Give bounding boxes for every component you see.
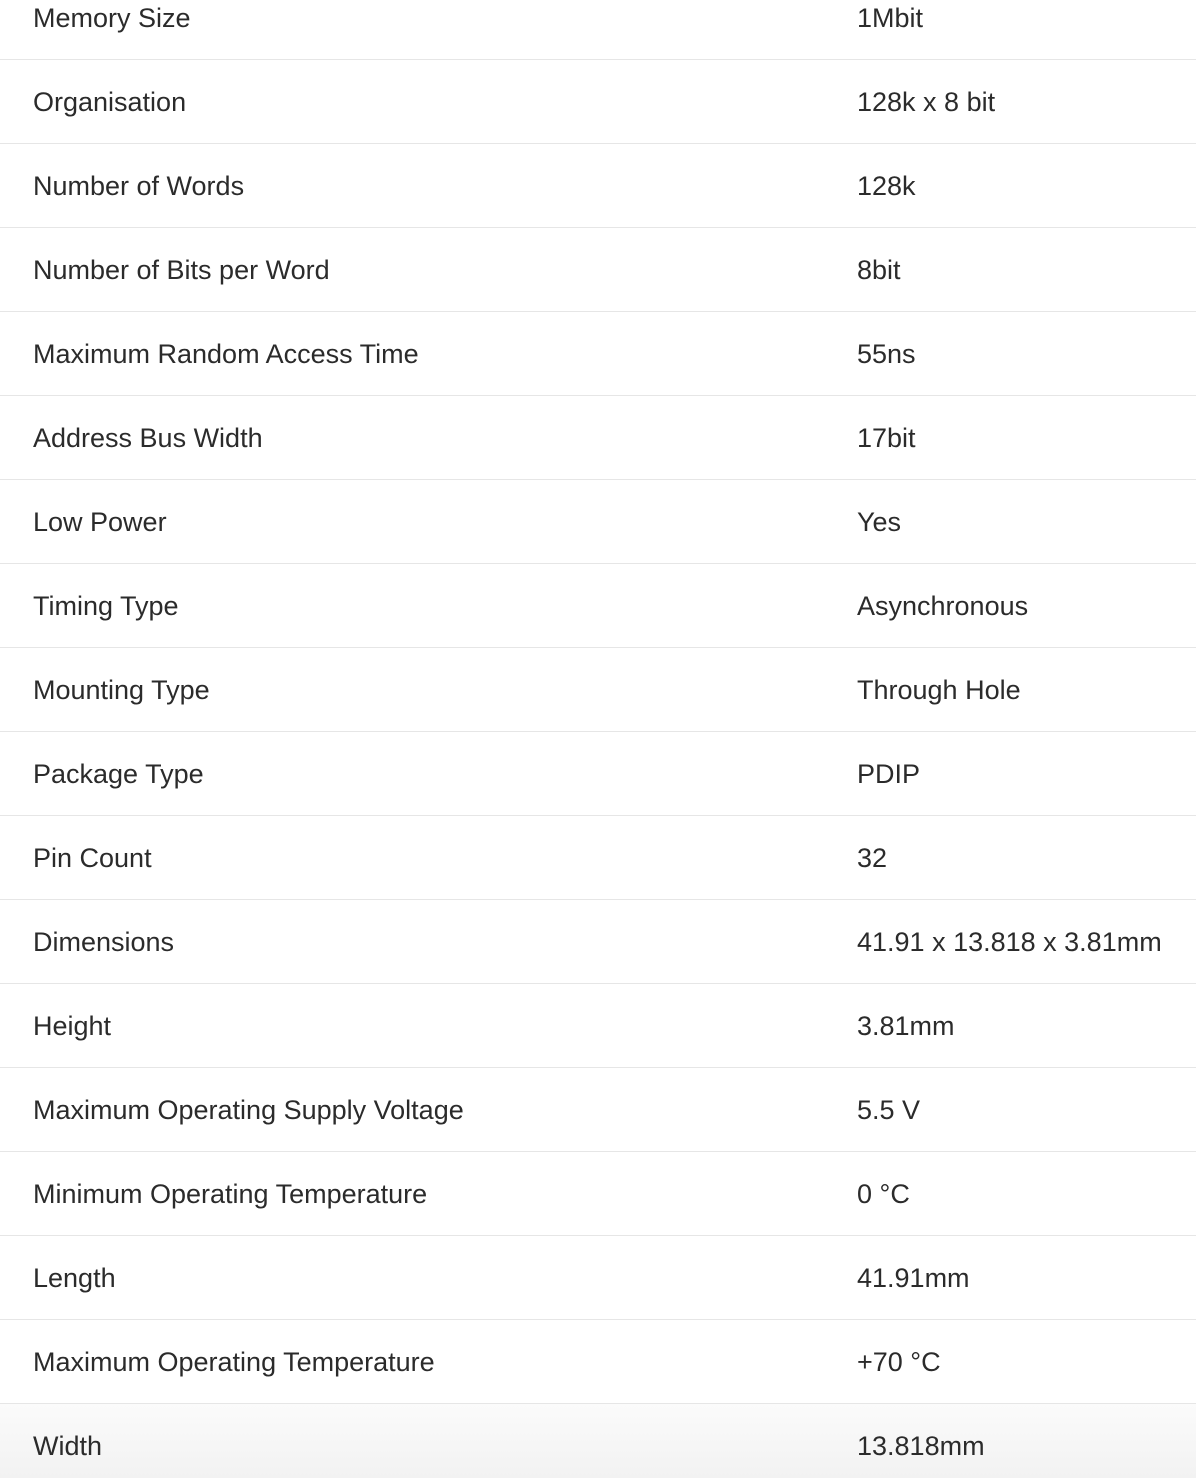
spec-row-number-of-words xyxy=(0,144,1196,228)
spec-label: Maximum Operating Supply Voltage xyxy=(33,1095,464,1125)
spec-row-bits-per-word xyxy=(0,228,1196,312)
spec-value: +70 °C xyxy=(857,1347,941,1377)
spec-row-package-type xyxy=(0,732,1196,816)
spec-label: Mounting Type xyxy=(33,675,210,705)
spec-row-address-bus-width xyxy=(0,396,1196,480)
spec-label: Maximum Operating Temperature xyxy=(33,1347,435,1377)
spec-row-length xyxy=(0,1236,1196,1320)
spec-value: 8bit xyxy=(857,255,901,285)
spec-label: Timing Type xyxy=(33,591,179,621)
spec-label: Maximum Random Access Time xyxy=(33,339,419,369)
spec-value: 0 °C xyxy=(857,1179,910,1209)
spec-value: 41.91mm xyxy=(857,1263,970,1293)
spec-value: 128k x 8 bit xyxy=(857,87,996,117)
spec-row-height xyxy=(0,984,1196,1068)
spec-row-min-operating-temperature xyxy=(0,1152,1196,1236)
spec-value: 3.81mm xyxy=(857,1011,955,1041)
spec-row-low-power xyxy=(0,480,1196,564)
spec-value: 17bit xyxy=(857,423,916,453)
spec-row-random-access-time xyxy=(0,312,1196,396)
spec-row-pin-count xyxy=(0,816,1196,900)
spec-label: Pin Count xyxy=(33,843,152,873)
spec-label: Minimum Operating Temperature xyxy=(33,1179,428,1209)
spec-label: Height xyxy=(33,1011,112,1041)
spec-row-timing-type xyxy=(0,564,1196,648)
spec-value: Asynchronous xyxy=(857,591,1029,621)
spec-row-mounting-type xyxy=(0,648,1196,732)
spec-label: Number of Words xyxy=(33,171,245,201)
spec-row-max-supply-voltage xyxy=(0,1068,1196,1152)
spec-label: Organisation xyxy=(33,87,187,117)
spec-value: 55ns xyxy=(857,339,916,369)
spec-row-width xyxy=(0,1404,1196,1478)
spec-value: 128k xyxy=(857,171,916,201)
spec-row-memory-size xyxy=(0,0,1196,60)
spec-label: Dimensions xyxy=(33,927,175,957)
spec-label: Number of Bits per Word xyxy=(33,255,330,285)
spec-value: Yes xyxy=(857,507,902,537)
spec-value: Through Hole xyxy=(857,675,1021,705)
spec-value: 5.5 V xyxy=(857,1095,921,1125)
spec-row-max-operating-temperature xyxy=(0,1320,1196,1404)
spec-label: Address Bus Width xyxy=(33,423,263,453)
spec-label: Low Power xyxy=(33,507,167,537)
spec-label: Package Type xyxy=(33,759,204,789)
spec-value: 32 xyxy=(857,843,888,873)
spec-row-dimensions xyxy=(0,900,1196,984)
spec-label: Width xyxy=(33,1431,103,1461)
spec-value: 41.91 x 13.818 x 3.81mm xyxy=(857,927,1162,957)
spec-value: 1Mbit xyxy=(857,3,924,33)
spec-label: Memory Size xyxy=(33,3,191,33)
spec-value: PDIP xyxy=(857,759,921,789)
spec-value: 13.818mm xyxy=(857,1431,985,1461)
spec-row-organisation xyxy=(0,60,1196,144)
spec-label: Length xyxy=(33,1263,116,1293)
